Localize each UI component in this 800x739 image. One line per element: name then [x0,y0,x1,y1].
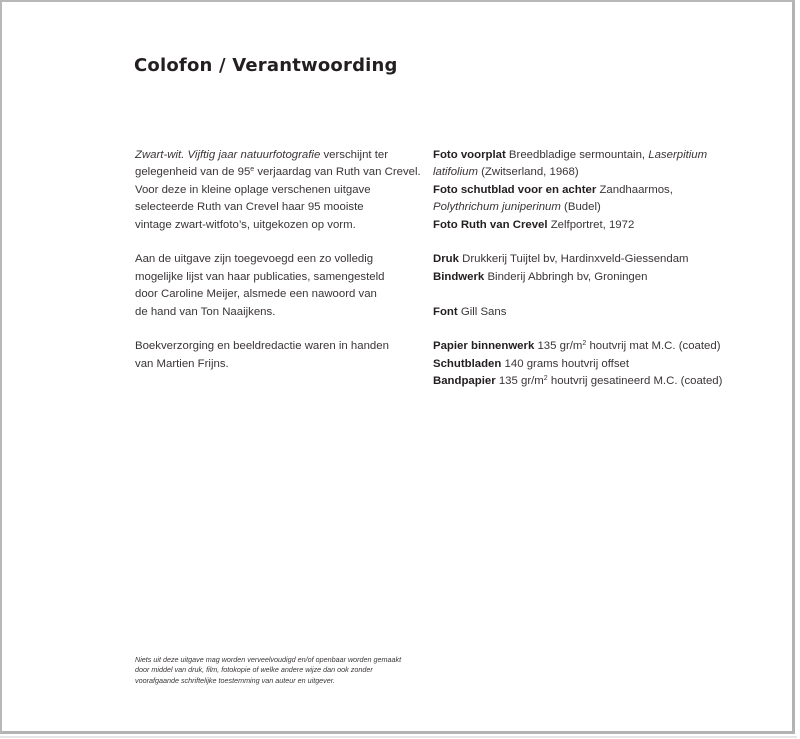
disclaimer-line: door middel van druk, film, fotokopie of welke andere wijze dan ook zonder [135,665,373,675]
binding-label: Bindwerk [433,270,485,283]
design-credit-line: van Martien Frijns. [135,357,229,370]
disclaimer-line: voorafgaande schriftelijke toestemming van auteur en uitgever. [135,675,335,685]
cover-photo-line [433,164,763,181]
inner-paper-text: 135 gr/m [534,340,583,353]
intro-text: gelegenheid van de 95 [135,166,251,179]
print-text: Drukkerij Tuijtel bv, Hardinxveld-Giessendam [458,253,689,266]
page-shadow [0,736,797,738]
binding-line [433,269,763,286]
squared-superscript: 2 [582,340,587,348]
endpapers-label: Schutbladen [433,357,502,370]
font-line [433,304,763,321]
intro-paragraph [135,147,425,234]
additions-line: door Caroline Meijer, alsmede een nawoord van [135,288,377,301]
binding-text: Binderij Abbringh bv, Groningen [484,270,648,283]
additions-line: mogelijke lijst van haar publicaties, samengesteld [135,270,385,283]
print-label: Druk [433,253,459,266]
endpaper-photo-label: Foto schutblad voor en achter [433,183,597,196]
cover-photo-label: Foto voorplat [433,149,506,161]
intro-text: verjaardag van Ruth van Crevel. [254,166,421,179]
colophon-left-column [135,147,425,391]
endpaper-photo-latin: Polythrichum juniperinum [433,201,561,214]
copyright-disclaimer [135,655,425,686]
intro-line [135,147,425,164]
production-credits [433,251,763,286]
inner-paper-line [433,338,763,355]
cover-paper-label: Bandpapier [433,375,496,388]
cover-photo-line [433,147,763,164]
font-credit [433,304,763,321]
additions-line: de hand van Ton Naaijkens. [135,305,276,318]
intro-line: Voor deze in kleine oplage verschenen uitgave [135,183,371,196]
colophon-right-column [433,147,763,408]
portrait-photo-text: Zelfportret, 1972 [547,218,635,231]
endpapers-line [433,356,763,373]
endpaper-photo-line [433,199,763,216]
cover-paper-text: 135 gr/m [495,375,544,388]
book-title: Zwart-wit. Vijftig jaar natuurfotografie [135,149,321,161]
squared-superscript: 2 [543,375,548,383]
intro-line: vintage zwart-witfoto’s, uitgekozen op vorm. [135,218,356,231]
font-label: Font [433,305,458,318]
intro-line [135,164,425,181]
intro-text: verschijnt ter [320,149,389,161]
photo-credits [433,147,763,234]
cover-photo-latin: latifolium [433,166,478,179]
inner-paper-text: houtvrij mat M.C. (coated) [586,340,721,353]
page-title: Colofon / Verantwoording [134,55,398,76]
endpaper-photo-text: Zandhaarmos, [596,183,673,196]
portrait-photo-line [433,217,763,234]
paper-credits [433,338,763,390]
design-credit-paragraph [135,338,425,373]
additions-paragraph [135,251,425,321]
disclaimer-line: Niets uit deze uitgave mag worden verveelvoudigd en/of openbaar worden gemaakt [135,655,402,664]
intro-line: selecteerde Ruth van Crevel haar 95 mooiste [135,201,364,214]
font-text: Gill Sans [457,305,507,318]
cover-paper-text: houtvrij gesatineerd M.C. (coated) [547,375,723,388]
endpapers-text: 140 grams houtvrij offset [501,357,630,370]
print-line [433,251,763,268]
design-credit-line: Boekverzorging en beeldredactie waren in handen [135,340,389,353]
cover-photo-latin: Laserpitium [648,149,708,161]
endpaper-photo-text: (Budel) [560,201,601,214]
inner-paper-label: Papier binnenwerk [433,340,535,353]
additions-line: Aan de uitgave zijn toegevoegd een zo volledig [135,253,374,266]
portrait-photo-label: Foto Ruth van Crevel [433,218,548,231]
cover-paper-line [433,373,763,390]
cover-photo-text: Breedbladige sermountain, [505,149,649,161]
cover-photo-text: (Zwitserland, 1968) [477,166,579,179]
ordinal-superscript: e [250,166,255,174]
endpaper-photo-line [433,182,763,199]
